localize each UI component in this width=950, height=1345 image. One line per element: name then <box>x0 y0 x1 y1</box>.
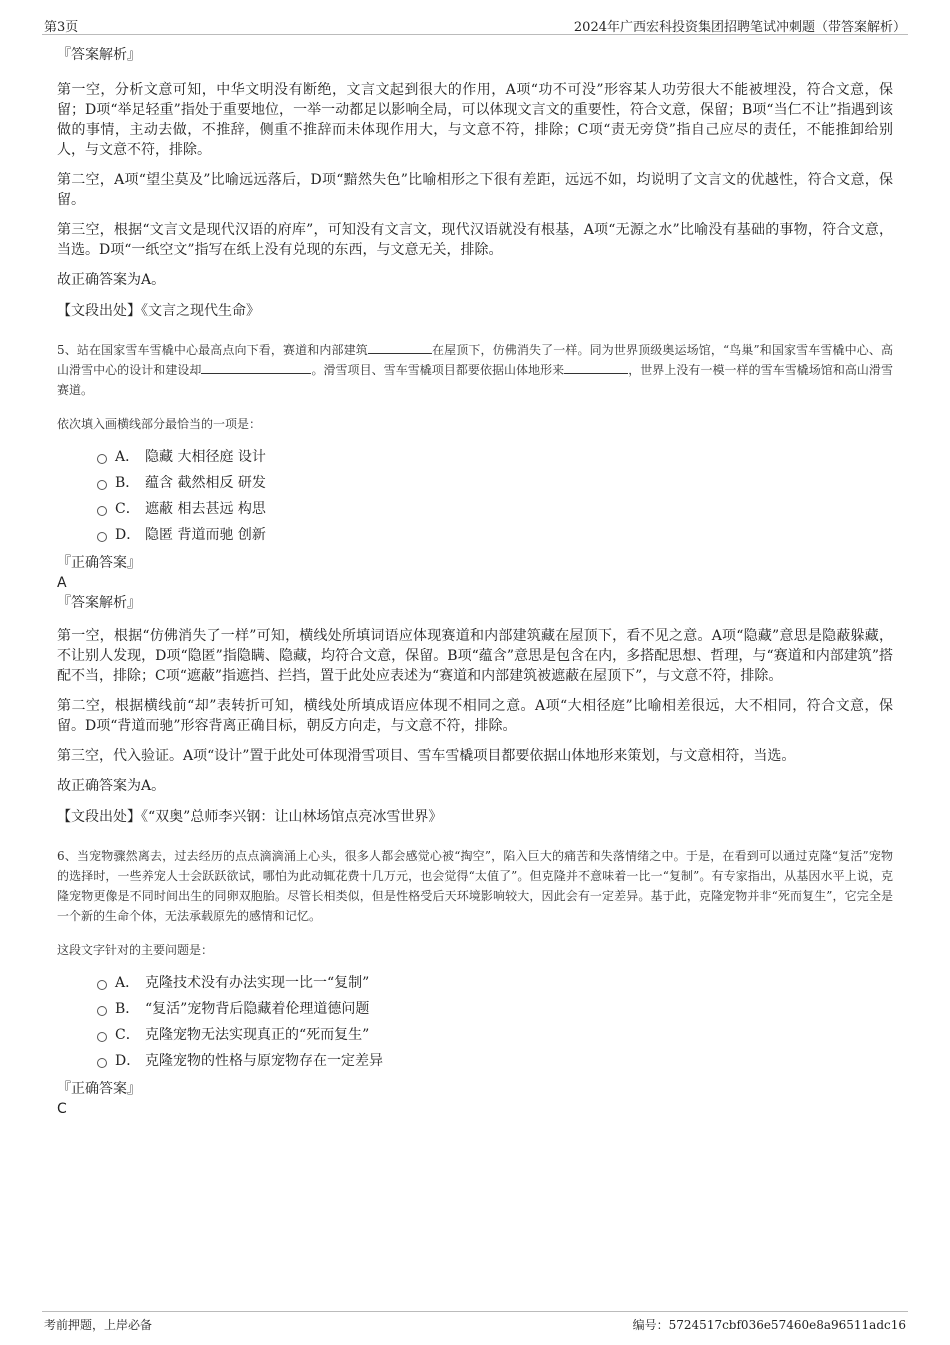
blank-3 <box>564 361 628 374</box>
document-id: 编号：5724517cbf036e57460e8a96511adc16 <box>632 1318 906 1332</box>
blank-2 <box>201 361 311 374</box>
page-footer <box>42 1311 908 1334</box>
question-5-options <box>97 444 893 548</box>
page-content <box>57 44 893 1118</box>
analysis-paragraph: 第一空，根据“仿佛消失了一样”可知，横线处所填词语应体现赛道和内部建筑藏在屋顶下，看不见之意。A项“隐藏”意思是隐蔽躲藏，不让别人发现，D项“隐匿”指隐瞒、隐藏，均符合文意，保留。B项“蕴含”意思是包含在内，多搭配思想、哲理，与“赛道和内部建筑”搭配不当，排除；C项“遮蔽”指遮挡、拦挡，置于此处应表述为“赛道和内部建筑被遮蔽在屋顶下”，与文意不符，排除。 <box>57 628 893 684</box>
correct-answer-label: 『正确答案』 <box>57 1081 141 1097</box>
radio-icon[interactable] <box>97 1032 107 1042</box>
radio-icon[interactable] <box>97 506 107 516</box>
radio-icon[interactable] <box>97 980 107 990</box>
page-header <box>42 14 908 35</box>
question-6-prompt: 这段文字针对的主要问题是： <box>57 943 214 957</box>
question-6-text: 6、当宠物骤然离去，过去经历的点点滴滴涌上心头，很多人都会感觉心被“掏空”，陷入巨大的痛苦和失落情绪之中。于是，在看到可以通过克隆“复活”宠物的选择时，一些养宠人士会跃跃欲试，哪怕为此动辄花费十几万元，也会觉得“太值了”。但克隆并不意味着一比一“复制”。有专家指出，从基因水平上说，克隆宠物更像是不同时间出生的同卵双胞胎。尽管长相类似，但是性格受后天环境影响较大，因此会有一定差异。基于此，克隆宠物并非“死而复生”，它完全是一个新的生命个体，无法承载原先的感情和记忆。 <box>57 849 893 923</box>
option-d[interactable]: D． 克隆宠物的性格与原宠物存在一定差异 <box>97 1048 893 1074</box>
option-a[interactable]: A． 克隆技术没有办法实现一比一“复制” <box>97 970 893 996</box>
question-6-options <box>97 970 893 1074</box>
source-citation: 【文段出处】《文言之现代生命》 <box>57 303 260 319</box>
question-5-text: 5、站在国家雪车雪橇中心最高点向下看，赛道和内部建筑 在屋顶下，仿佛消失了一样。同为世界顶级奥运场馆，“鸟巢”和国家雪车雪橇中心、高山滑雪中心的设计和建设却 。滑雪项目、雪车雪橇项目都要依据山体地形来 ，世界上没有一模一样的雪车雪橇场馆和高山滑雪赛道。 <box>57 343 893 397</box>
radio-icon[interactable] <box>97 1058 107 1068</box>
option-b[interactable]: B． 蕴含 截然相反 研发 <box>97 470 893 496</box>
radio-icon[interactable] <box>97 480 107 490</box>
page-number: 第3页 <box>44 20 79 35</box>
document-title: 2024年广西宏科投资集团招聘笔试冲刺题（带答案解析） <box>573 20 906 35</box>
analysis-paragraph: 第一空，分析文意可知，中华文明没有断绝，文言文起到很大的作用，A项“功不可没”形容某人功劳很大不能被埋没，符合文意，保留；D项“举足轻重”指处于重要地位，一举一动都足以影响全局，可以体现文言文的重要性，符合文意，保留；B项“当仁不让”指遇到该做的事情，主动去做，不推辞，侧重不推辞而未体现作用大，与文意不符，排除；C项“责无旁贷”指自己应尽的责任，不能推卸给别人，与文意不符，排除。 <box>57 82 893 158</box>
option-b[interactable]: B． “复活”宠物背后隐藏着伦理道德问题 <box>97 996 893 1022</box>
radio-icon[interactable] <box>97 1006 107 1016</box>
blank-1 <box>368 341 432 354</box>
analysis-conclusion: 故正确答案为A。 <box>57 272 166 288</box>
correct-answer: C <box>57 1101 67 1117</box>
correct-answer-label: 『正确答案』 <box>57 555 141 571</box>
correct-answer: A <box>57 575 67 591</box>
radio-icon[interactable] <box>97 532 107 542</box>
option-c[interactable]: C． 遮蔽 相去甚远 构思 <box>97 496 893 522</box>
option-a[interactable]: A． 隐藏 大相径庭 设计 <box>97 444 893 470</box>
analysis-conclusion: 故正确答案为A。 <box>57 778 166 794</box>
analysis-paragraph: 第三空，根据“文言文是现代汉语的府库”，可知没有文言文，现代汉语就没有根基，A项“无源之水”比喻没有基础的事物，符合文意，当选。D项“一纸空文”指写在纸上没有兑现的东西，与文意无关，排除。 <box>57 222 893 258</box>
analysis-paragraph: 第二空，根据横线前“却”表转折可知，横线处所填成语应体现不相同之意。A项“大相径庭”比喻相差很远，大不相同，符合文意，保留。D项“背道而驰”形容背离正确目标，朝反方向走，与文意不符，排除。 <box>57 698 893 734</box>
source-citation: 【文段出处】《“双奥”总师李兴钢：让山林场馆点亮冰雪世界》 <box>57 809 443 825</box>
analysis-paragraph: 第二空，A项“望尘莫及”比喻远远落后，D项“黯然失色”比喻相形之下很有差距，远远不如，均说明了文言文的优越性，符合文意，保留。 <box>57 172 893 208</box>
option-d[interactable]: D． 隐匿 背道而驰 创新 <box>97 522 893 548</box>
analysis-paragraph: 第三空，代入验证。A项“设计”置于此处可体现滑雪项目、雪车雪橇项目都要依据山体地形来策划，与文意相符，当选。 <box>57 748 796 764</box>
analysis-label: 『答案解析』 <box>57 47 141 63</box>
analysis-label: 『答案解析』 <box>57 595 141 611</box>
footer-slogan: 考前押题，上岸必备 <box>44 1318 153 1332</box>
question-5-prompt: 依次填入画横线部分最恰当的一项是： <box>57 417 262 431</box>
option-c[interactable]: C． 克隆宠物无法实现真正的“死而复生” <box>97 1022 893 1048</box>
radio-icon[interactable] <box>97 454 107 464</box>
